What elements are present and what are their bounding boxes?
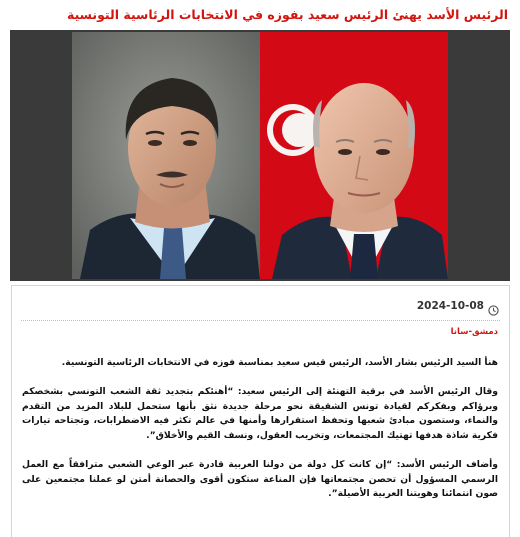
right-portrait <box>260 32 448 279</box>
date-row <box>417 300 499 312</box>
divider <box>21 320 500 321</box>
clock-icon <box>488 301 499 312</box>
article-source: دمشق-سانا <box>450 327 498 337</box>
article-photo <box>10 30 510 281</box>
article-paragraph: وأضاف الرئيس الأسد: “إن كانت كل دولة من دولنا العربية قادرة عبر الوعي الشعبي مترافقاً مع العمل الرسمي المسؤول أن تحصن مجتمعاتها فإن المناعة ستكون أقوى والحصانة أمتن لو عملنا مجتمعين على صون انتمائنا وهويتنا العربية الأصيلة”. <box>22 459 498 500</box>
article-body <box>22 356 498 517</box>
left-portrait <box>72 32 260 279</box>
article-paragraph: هنأ السيد الرئيس بشار الأسد، الرئيس قيس سعيد بمناسبة فوزه في الانتخابات الرئاسية التونسية. <box>61 357 498 368</box>
article-card <box>11 285 510 537</box>
portraits-image <box>10 30 510 281</box>
article-headline[interactable]: الرئيس الأسد يهنئ الرئيس سعيد بفوزه في الانتخابات الرئاسية التونسية <box>67 7 508 22</box>
article-date: 2024-10-08 <box>416 300 484 312</box>
article-paragraph: وقال الرئيس الأسد في برقية التهنئة إلى الرئيس سعيد: “أهنئكم بتجديد ثقة الشعب التونسي بشخصكم وبرؤاكم وبفكركم لقيادة تونس الشقيقة نحو مرحلة جديدة نثق بأنها ستحمل للبلاد المزيد من التقدم والنماء، وستصون مبادئ شعبها وتحفظ استقرارها وأمنها في عالم تكثر فيه الاضطرابات، وتجتاحه تيارات فكرية شاذة هدفها تهتيك المجتمعات، وتخريب العقول، ونسف القيم والأخلاق”. <box>22 386 498 441</box>
